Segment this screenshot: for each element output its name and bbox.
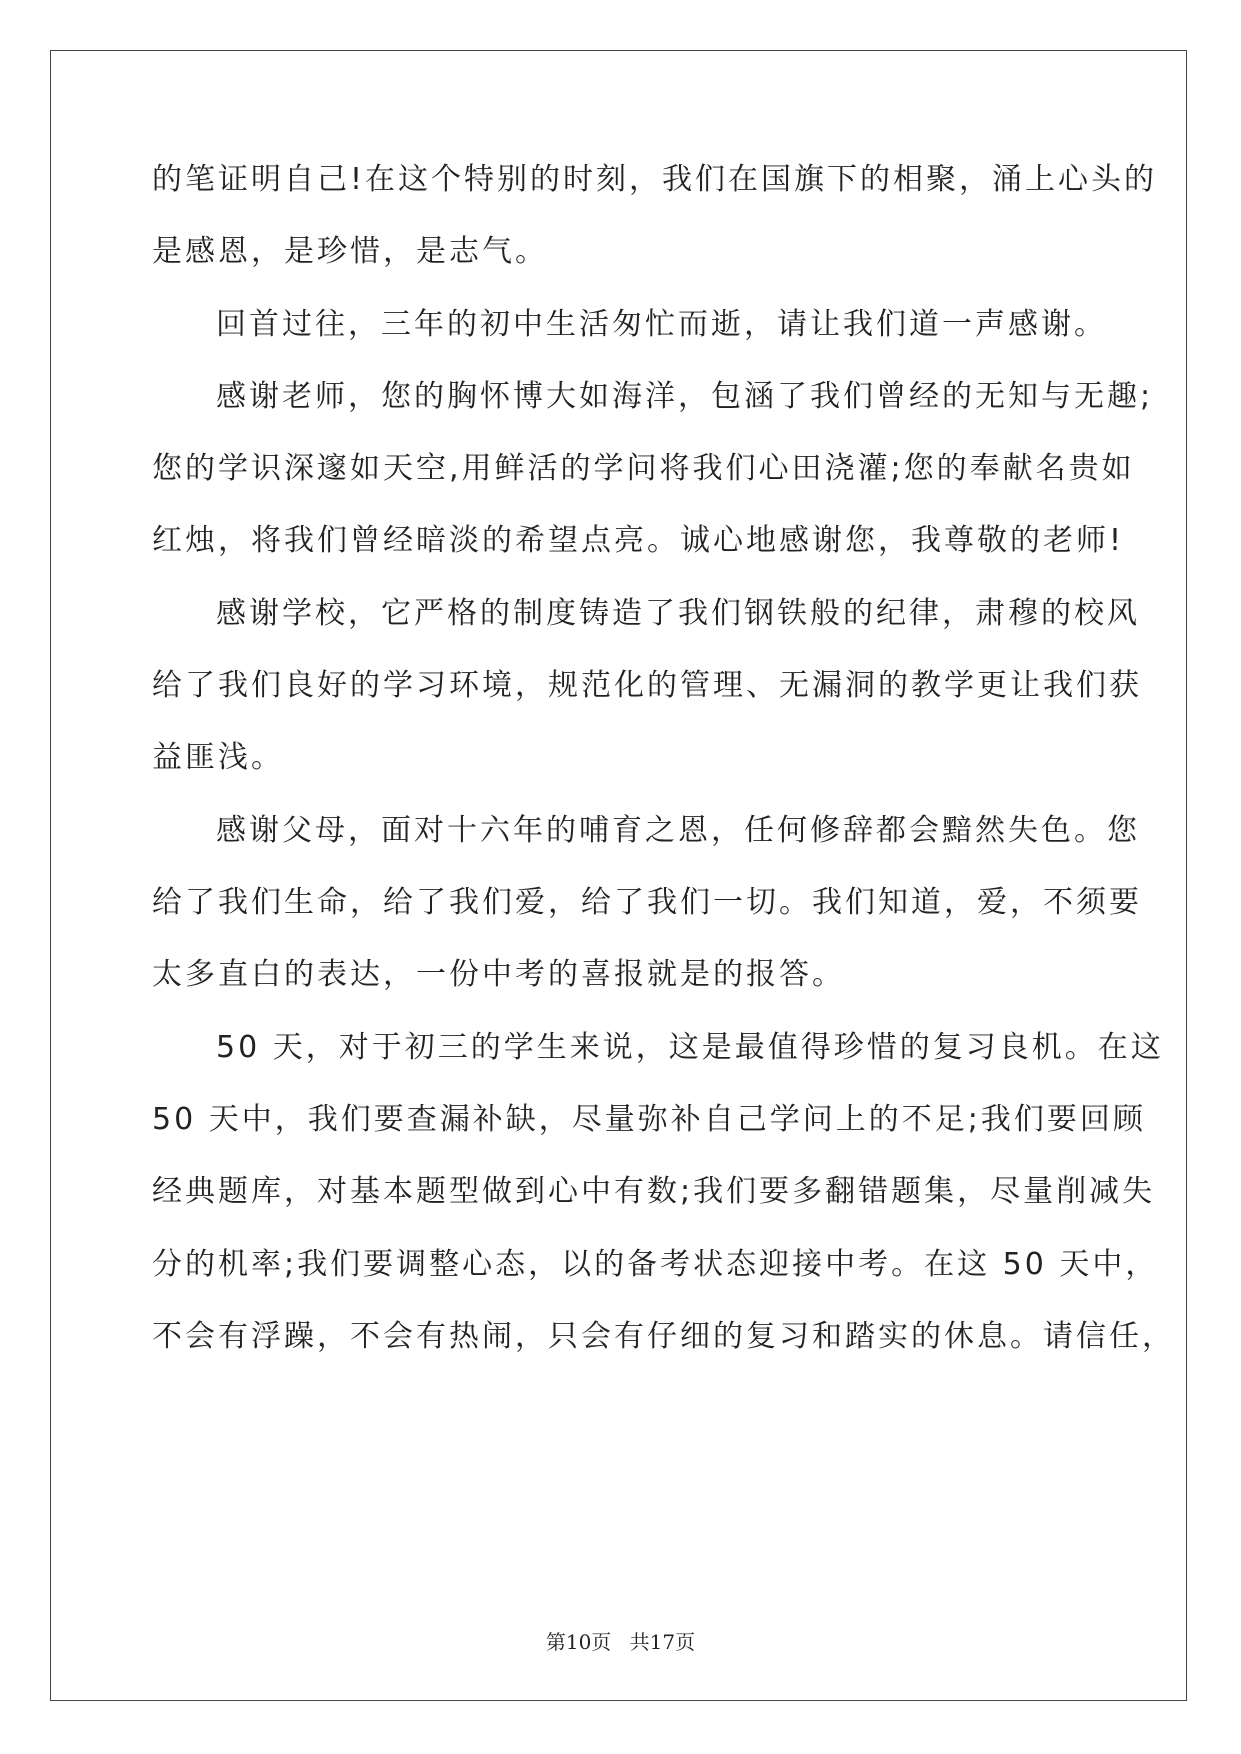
current-page-number: 第10页: [545, 1630, 612, 1654]
paragraph-start: 感谢老师，您的胸怀博大如海洋，包涵了我们曾经的无知与无趣;: [216, 379, 1154, 414]
text-line: 给了我们生命，给了我们爱，给了我们一切。我们知道，爱，不须要: [152, 885, 1142, 920]
text-line: 经典题库，对基本题型做到心中有数;我们要多翻错题集，尽量削减失: [152, 1174, 1156, 1209]
text-line: 太多直白的表达，一份中考的喜报就是的报答。: [152, 957, 845, 992]
text-line: 益匪浅。: [152, 740, 284, 775]
page-border: [50, 50, 1187, 1701]
total-page-count: 共17页: [629, 1630, 696, 1654]
text-line: 红烛，将我们曾经暗淡的希望点亮。诚心地感谢您，我尊敬的老师!: [152, 523, 1125, 558]
text-line: 您的学识深邃如天空,用鲜活的学问将我们心田浇灌;您的奉献名贵如: [152, 451, 1135, 486]
text-line: 是感恩，是珍惜，是志气。: [152, 234, 548, 269]
paragraph-start: 感谢学校，它严格的制度铸造了我们钢铁般的纪律，肃穆的校风: [216, 596, 1140, 631]
text-line: 50 天中，我们要查漏补缺，尽量弥补自己学问上的不足;我们要回顾: [152, 1102, 1146, 1137]
text-line: 分的机率;我们要调整心态，以的备考状态迎接中考。在这 50 天中，: [152, 1247, 1159, 1282]
paragraph-start: 50 天，对于初三的学生来说，这是最值得珍惜的复习良机。在这: [216, 1030, 1164, 1065]
paragraph-start: 感谢父母，面对十六年的哺育之恩，任何修辞都会黯然失色。您: [216, 813, 1140, 848]
page-footer: [0, 1626, 1241, 1655]
text-line: 给了我们良好的学习环境，规范化的管理、无漏洞的教学更让我们获: [152, 668, 1142, 703]
paragraph-start: 回首过往，三年的初中生活匆忙而逝，请让我们道一声感谢。: [216, 307, 1107, 342]
text-line: 不会有浮躁，不会有热闹，只会有仔细的复习和踏实的休息。请信任，: [152, 1319, 1175, 1354]
text-line: 的笔证明自己!在这个特别的时刻，我们在国旗下的相聚，涌上心头的: [152, 162, 1158, 197]
